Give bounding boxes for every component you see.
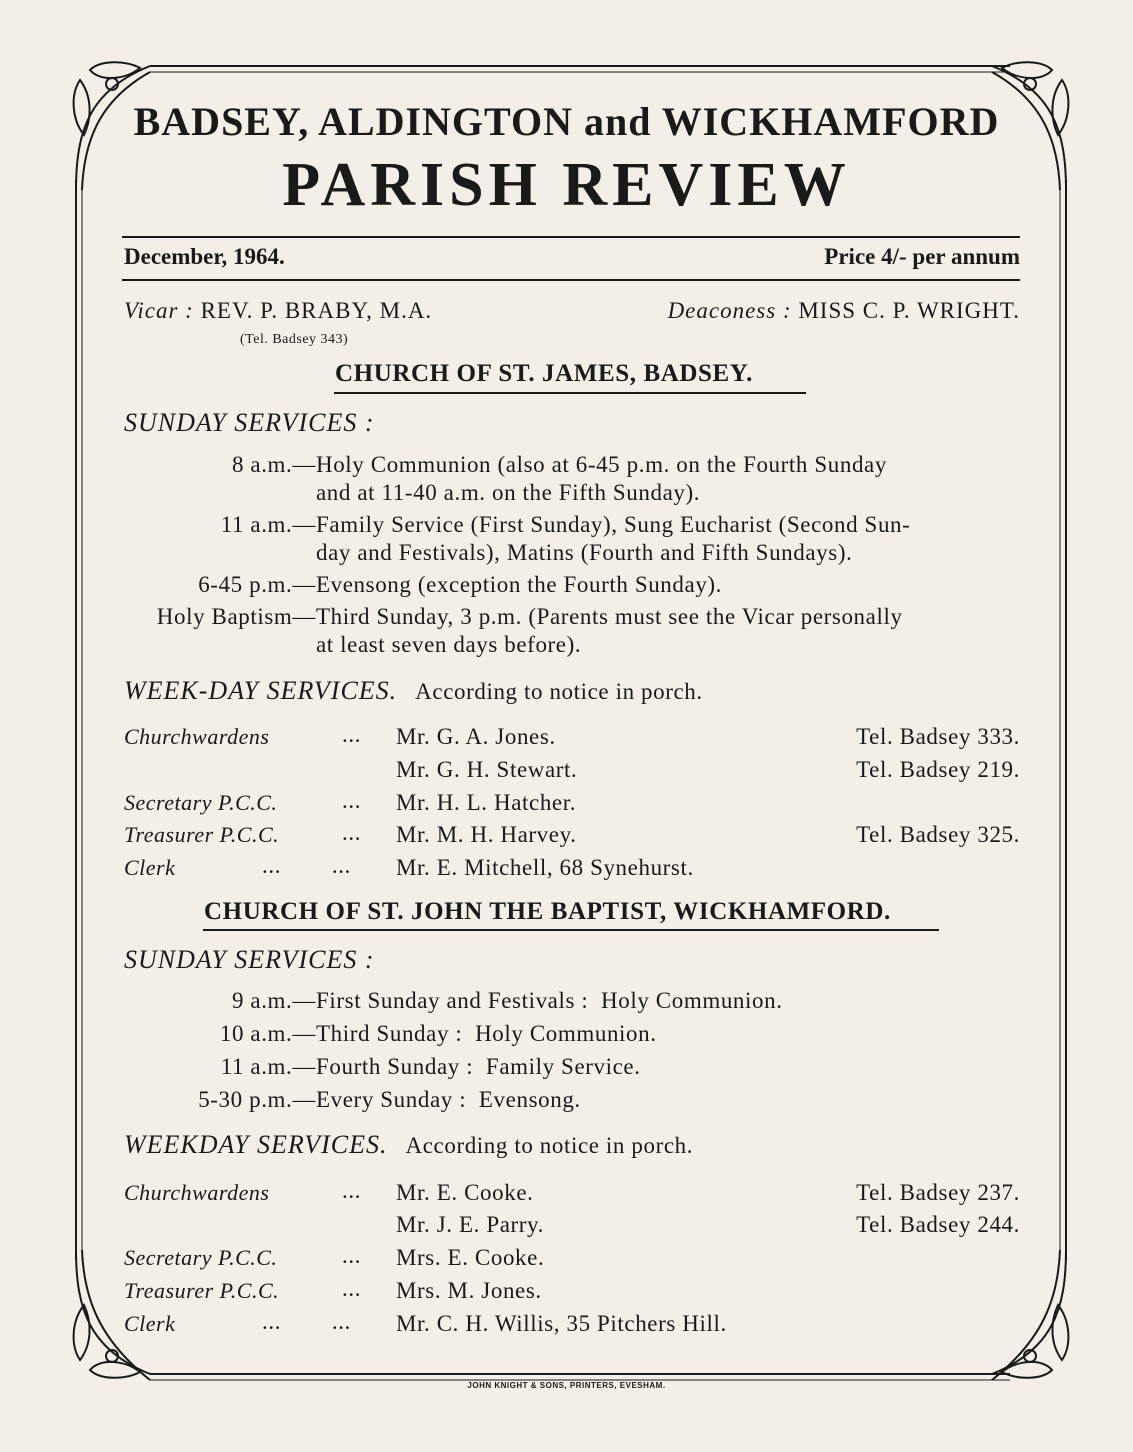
badsey-service-time: 6-45 p.m.— xyxy=(198,572,316,597)
wickhamford-weekday-line xyxy=(124,1130,693,1160)
officer-role: Treasurer P.C.C. xyxy=(124,822,280,847)
officer-role: Treasurer P.C.C. xyxy=(124,1278,280,1303)
vicar-name: REV. P. BRABY, M.A. xyxy=(200,298,433,323)
officer-tel: Tel. Badsey 333. xyxy=(856,724,1020,749)
officer-name: Mr. E. Cooke. xyxy=(396,1180,534,1205)
badsey-service-text: Evensong (exception the Fourth Sunday). xyxy=(316,572,723,597)
corner-ornament-bottom-right xyxy=(992,1250,1068,1380)
officer-name: Mr. J. E. Parry. xyxy=(396,1212,545,1237)
vicar-line xyxy=(124,298,432,324)
officer-role: Secretary P.C.C. xyxy=(124,1245,278,1270)
officer-name: Mr. G. H. Stewart. xyxy=(396,757,578,782)
wickhamford-title-underline xyxy=(203,929,939,931)
vicar-telephone: (Tel. Badsey 343) xyxy=(240,332,349,347)
officer-role: Clerk xyxy=(124,855,176,880)
officer-dots: ... xyxy=(342,1178,362,1203)
badsey-service-time: 11 a.m.— xyxy=(220,512,316,537)
badsey-service-time: 8 a.m.— xyxy=(231,452,316,477)
badsey-baptism-label: Holy Baptism— xyxy=(156,604,316,629)
wickhamford-service-time: 5-30 p.m.— xyxy=(198,1087,316,1112)
issue-price: Price 4/- per annum xyxy=(824,244,1020,269)
officer-role: Clerk xyxy=(124,1311,176,1336)
badsey-sunday-heading: SUNDAY SERVICES : xyxy=(124,408,375,437)
officer-dots: ... ... xyxy=(262,853,351,878)
deaconess-label: Deaconess : xyxy=(667,298,792,323)
wickhamford-church-title: CHURCH OF ST. JOHN THE BAPTIST, WICKHAMFORD. xyxy=(204,898,891,925)
deaconess-line xyxy=(668,298,1020,324)
rule-bottom xyxy=(122,279,1020,281)
officer-name: Mr. E. Mitchell, 68 Synehurst. xyxy=(396,855,694,880)
officer-dots: ... ... xyxy=(262,1309,351,1334)
badsey-service-text-cont: and at 11-40 a.m. on the Fifth Sunday). xyxy=(316,480,701,505)
badsey-baptism-text: Third Sunday, 3 p.m. (Parents must see the Vicar personally xyxy=(316,604,903,629)
badsey-weekday-line xyxy=(124,676,703,706)
wickhamford-service-text: Every Sunday : Evensong. xyxy=(316,1087,581,1112)
officer-name: Mr. G. A. Jones. xyxy=(396,724,556,749)
wickhamford-weekday-note: According to notice in porch. xyxy=(405,1133,694,1158)
officer-name: Mrs. M. Jones. xyxy=(396,1278,542,1303)
deaconess-name: MISS C. P. WRIGHT. xyxy=(798,298,1020,323)
officer-dots: ... xyxy=(342,820,362,845)
vicar-label: Vicar : xyxy=(124,298,194,323)
officer-dots: ... xyxy=(342,788,362,813)
rule-top xyxy=(122,236,1020,238)
officer-role: Churchwardens xyxy=(124,1180,270,1205)
officer-dots: ... xyxy=(342,722,362,747)
badsey-church-title: CHURCH OF ST. JAMES, BADSEY. xyxy=(335,360,754,387)
officer-tel: Tel. Badsey 237. xyxy=(856,1180,1020,1205)
wickhamford-service-time: 11 a.m.— xyxy=(220,1054,316,1079)
officer-name: Mr. C. H. Willis, 35 Pitchers Hill. xyxy=(396,1311,727,1336)
officer-name: Mr. M. H. Harvey. xyxy=(396,822,577,847)
officer-tel: Tel. Badsey 219. xyxy=(856,757,1020,782)
wickhamford-sunday-heading: SUNDAY SERVICES : xyxy=(124,945,375,974)
wickhamford-weekday-heading: WEEKDAY SERVICES. xyxy=(124,1130,388,1159)
badsey-service-text: Family Service (First Sunday), Sung Eucharist (Second Sun- xyxy=(316,512,911,537)
badsey-weekday-note: According to notice in porch. xyxy=(415,679,703,704)
wickhamford-service-text: Fourth Sunday : Family Service. xyxy=(316,1054,641,1079)
badsey-title-underline xyxy=(334,392,806,394)
officer-name: Mr. H. L. Hatcher. xyxy=(396,790,577,815)
officer-role: Secretary P.C.C. xyxy=(124,790,278,815)
wickhamford-service-time: 9 a.m.— xyxy=(231,988,316,1013)
wickhamford-service-text: Third Sunday : Holy Communion. xyxy=(316,1021,657,1046)
badsey-weekday-heading: WEEK-DAY SERVICES. xyxy=(124,676,398,705)
masthead-title: PARISH REVIEW xyxy=(282,151,851,219)
badsey-baptism-text-cont: at least seven days before). xyxy=(316,632,582,657)
officer-tel: Tel. Badsey 325. xyxy=(856,822,1020,847)
wickhamford-service-text: First Sunday and Festivals : Holy Communion. xyxy=(316,988,783,1013)
officer-role: Churchwardens xyxy=(124,724,270,749)
printer-imprint: JOHN KNIGHT & SONS, PRINTERS, EVESHAM. xyxy=(467,1381,666,1390)
masthead-parishes: BADSEY, ALDINGTON and WICKHAMFORD xyxy=(133,99,1000,144)
badsey-service-text-cont: day and Festivals), Matins (Fourth and Fifth Sundays). xyxy=(316,540,853,565)
wickhamford-service-time: 10 a.m.— xyxy=(219,1021,316,1046)
officer-name: Mrs. E. Cooke. xyxy=(396,1245,545,1270)
officer-dots: ... xyxy=(342,1276,362,1301)
issue-date: December, 1964. xyxy=(124,244,285,269)
badsey-service-text: Holy Communion (also at 6-45 p.m. on the Fourth Sunday xyxy=(316,452,887,477)
officer-tel: Tel. Badsey 244. xyxy=(856,1212,1020,1237)
officer-dots: ... xyxy=(342,1243,362,1268)
